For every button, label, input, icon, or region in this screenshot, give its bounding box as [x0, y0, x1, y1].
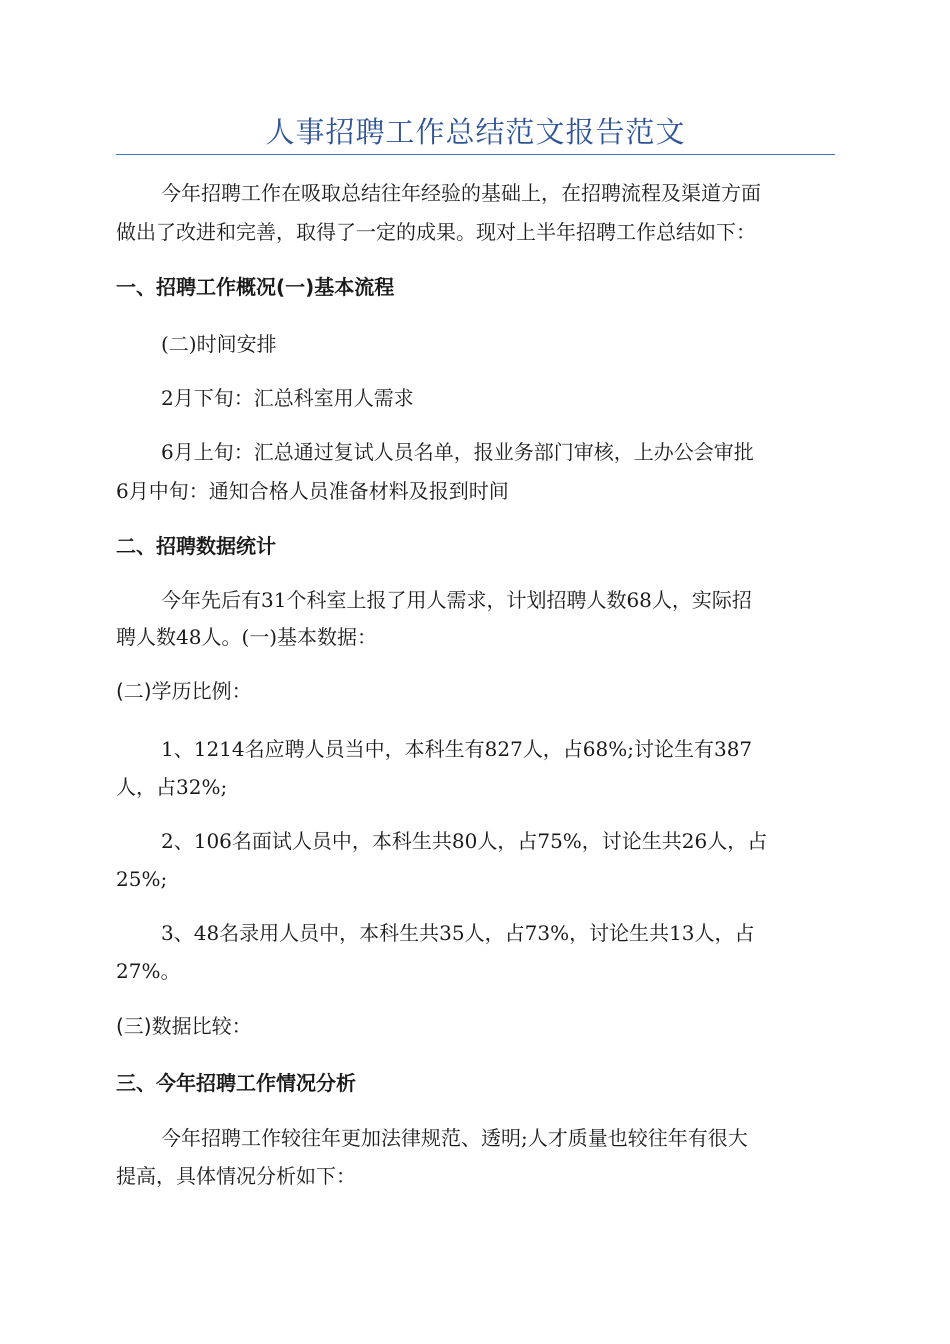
section-1-subheading-schedule: (二)时间安排 [161, 332, 277, 356]
education-item-3-line-1: 3、48名录用人员中，本科生共35人，占73%，讨论生共13人，占 [161, 921, 755, 945]
intro-paragraph-line-2: 做出了改进和完善，取得了一定的成果。现对上半年招聘工作总结如下： [116, 220, 756, 244]
data-comparison-subheading: (三)数据比较： [116, 1014, 252, 1038]
education-item-3-line-2: 27%。 [116, 959, 181, 983]
education-ratio-subheading: (二)学历比例： [116, 679, 252, 703]
education-item-1-line-2: 人，占32%; [116, 775, 228, 799]
intro-paragraph-line-1: 今年招聘工作在吸取总结往年经验的基础上，在招聘流程及渠道方面 [161, 181, 761, 205]
section-3-paragraph-line-2: 提高，具体情况分析如下： [116, 1164, 356, 1188]
schedule-item-february: 2月下旬：汇总科室用人需求 [161, 386, 414, 410]
section-1-heading: 一、招聘工作概况(一)基本流程 [116, 275, 395, 299]
section-2-paragraph-line-2: 聘人数48人。(一)基本数据： [116, 625, 378, 649]
schedule-item-june-early: 6月上旬：汇总通过复试人员名单，报业务部门审核，上办公会审批 [161, 440, 754, 464]
title-underline-divider [116, 154, 835, 155]
schedule-item-june-mid: 6月中旬：通知合格人员准备材料及报到时间 [116, 479, 509, 503]
section-3-heading: 三、今年招聘工作情况分析 [116, 1071, 356, 1095]
section-2-paragraph-line-1: 今年先后有31个科室上报了用人需求，计划招聘人数68人，实际招 [161, 588, 752, 612]
section-3-paragraph-line-1: 今年招聘工作较往年更加法律规范、透明;人才质量也较往年有很大 [161, 1126, 748, 1150]
education-item-1-line-1: 1、1214名应聘人员当中，本科生有827人，占68%;讨论生有387 [161, 737, 753, 761]
education-item-2-line-2: 25%; [116, 867, 168, 891]
section-2-heading: 二、招聘数据统计 [116, 534, 276, 558]
document-title: 人事招聘工作总结范文报告范文 [265, 115, 686, 149]
education-item-2-line-1: 2、106名面试人员中，本科生共80人，占75%，讨论生共26人，占 [161, 829, 768, 853]
